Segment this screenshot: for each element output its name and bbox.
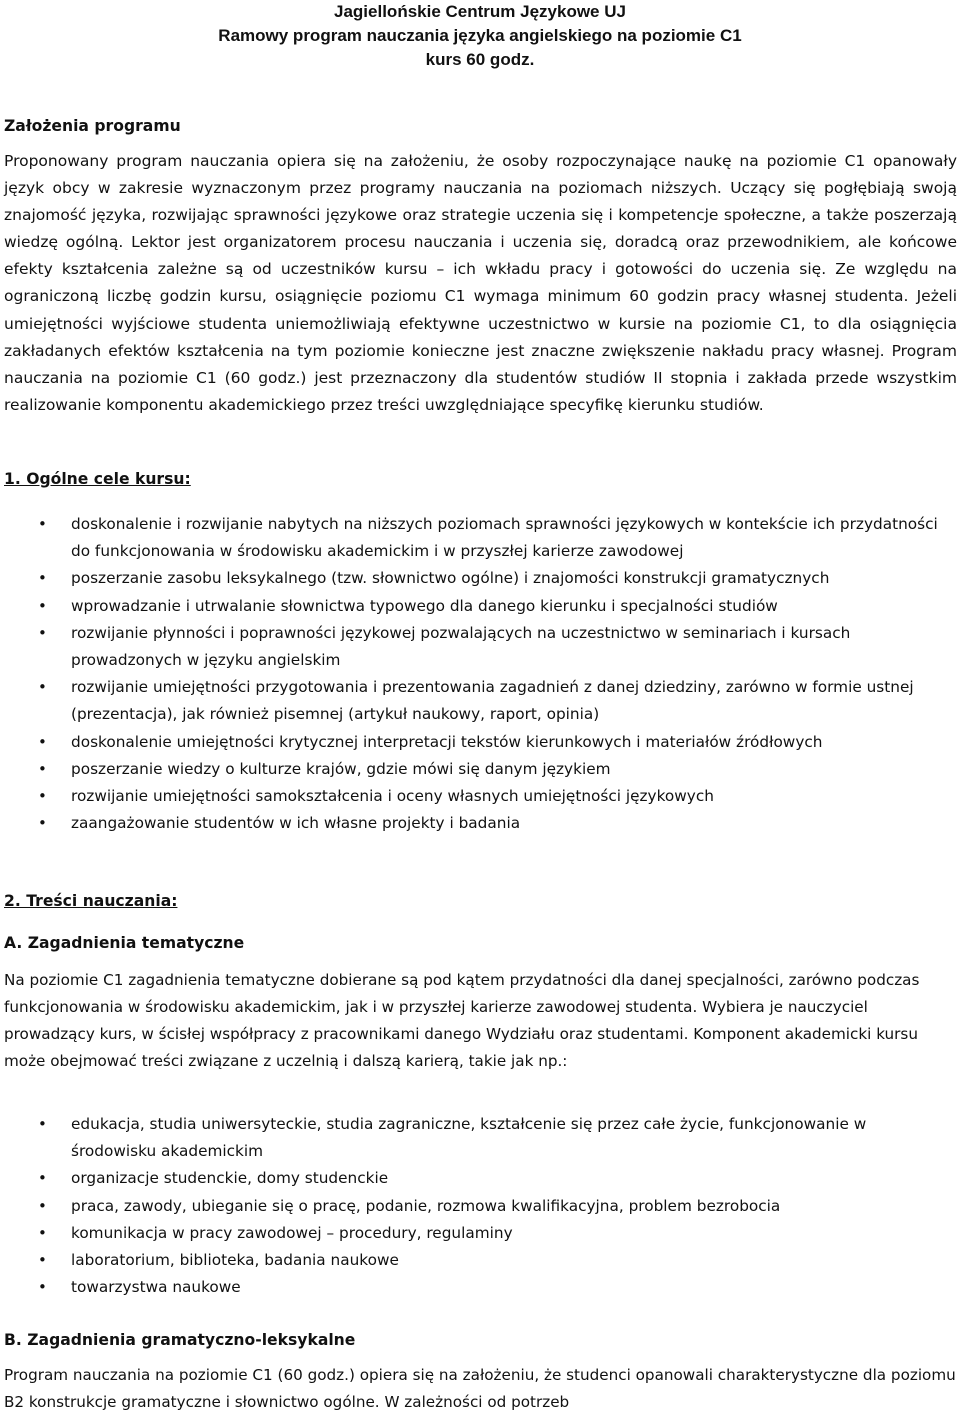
list-item-text: laboratorium, biblioteka, badania naukowe: [71, 1251, 399, 1270]
bullet-icon: •: [38, 596, 47, 615]
subsection-b-heading: B. Zagadnienia gramatyczno-leksykalne: [4, 1331, 356, 1349]
list-item: [0, 620, 960, 674]
bullet-icon: •: [38, 1196, 47, 1215]
bullet-icon: •: [38, 1223, 47, 1242]
bullet-icon: •: [38, 569, 47, 588]
list-item-text: doskonalenie i rozwijanie nabytych na niższych poziomach sprawności językowych w kontekście ich przydatności do funkcjonowania w środowisku akademickim i w przyszłej karierze zawodowej: [71, 515, 938, 561]
list-item-text: doskonalenie umiejętności krytycznej interpretacji tekstów kierunkowych i materiałów źródłowych: [71, 732, 823, 751]
document-header: [0, 0, 960, 72]
list-item: [0, 511, 960, 565]
bullet-icon: •: [38, 678, 47, 697]
course-goals-list: [0, 511, 960, 837]
list-item: [0, 783, 960, 810]
institution-name: Jagiellońskie Centrum Językowe UJ: [334, 2, 626, 21]
bullet-icon: •: [38, 787, 47, 806]
bullet-icon: •: [38, 1251, 47, 1270]
list-item: [0, 1193, 960, 1220]
bullet-icon: •: [38, 623, 47, 642]
list-item-text: organizacje studenckie, domy studenckie: [71, 1169, 389, 1188]
bullet-icon: •: [38, 1278, 47, 1297]
bullet-icon: •: [38, 814, 47, 833]
list-item-text: poszerzanie zasobu leksykalnego (tzw. słownictwo ogólne) i znajomości konstrukcji gramatycznych: [71, 569, 830, 588]
bullet-icon: •: [38, 1169, 47, 1188]
list-item-text: zaangażowanie studentów w ich własne projekty i badania: [71, 814, 521, 833]
list-item: [0, 1247, 960, 1274]
subsection-b-paragraph: Program nauczania na poziomie C1 (60 godz.) opiera się na założeniu, że studenci opanowali charakterystyczne dla poziomu B2 konstrukcje gramatyczne i słownictwo ogólne. W zależności od potrzeb: [4, 1366, 956, 1412]
list-item-text: edukacja, studia uniwersyteckie, studia zagraniczne, kształcenie się przez całe życie, funkcjonowanie w środowisku akademickim: [71, 1115, 867, 1161]
list-item-text: towarzystwa naukowe: [71, 1278, 241, 1297]
list-item-text: poszerzanie wiedzy o kulturze krajów, gdzie mówi się danym językiem: [71, 759, 611, 778]
list-item-text: rozwijanie płynności i poprawności językowej pozwalających na uczestnictwo w seminariach i kursach prowadzonych w języku angielskim: [71, 623, 851, 670]
section-1-heading: 1. Ogólne cele kursu:: [4, 470, 191, 488]
bullet-icon: •: [38, 732, 47, 751]
list-item: [0, 1165, 960, 1192]
bullet-icon: •: [38, 1115, 47, 1133]
list-item: [0, 674, 960, 728]
list-item: [0, 1111, 960, 1165]
list-item: [0, 729, 960, 756]
bullet-icon: •: [38, 759, 47, 778]
list-item: [0, 593, 960, 620]
topics-list: [0, 1111, 960, 1301]
list-item-text: rozwijanie umiejętności przygotowania i prezentowania zagadnień z danej dziedziny, zarówno w formie ustnej (prezentacja), jak również pisemnej (artykuł naukowy, raport, opinia): [71, 678, 914, 724]
list-item-text: rozwijanie umiejętności samokształcenia i oceny własnych umiejętności językowych: [71, 787, 714, 806]
course-length: kurs 60 godz.: [425, 50, 535, 69]
subsection-a-heading: A. Zagadnienia tematyczne: [4, 934, 245, 952]
assumptions-paragraph: Proponowany program nauczania opiera się na założeniu, że osoby rozpoczynające naukę na poziomie C1 opanowały język obcy w zakresie wyznaczonym przez programy nauczania na poziomach niższych. Uczący się pogłębiają swoją znajomość języka, rozwijając sprawności językowe oraz strategie uczenia się i kompetencje społeczne, a także poszerzają wiedzę ogólną. Lektor jest organizatorem procesu nauczania i uczenia się, doradcą oraz przewodnikiem, ale końcowe efekty kształcenia zależne są od uczestników kursu – ich wkładu pracy i gotowości do uczenia się. Ze względu na ograniczoną liczbę godzin kursu, osiągnięcie poziomu C1 wymaga minimum 60 godzin pracy własnej studenta. Jeżeli umiejętności wyjściowe studenta uniemożliwiają efektywne uczestnictwo w kursie na poziomie C1, to dla osiągnięcia zakładanych efektów kształcenia na tym poziomie konieczne jest znaczne zwiększenie nakładu pracy własnej. Program nauczania na poziomie C1 (60 godz.) jest przeznaczony dla studentów studiów II stopnia i zakłada przede wszystkim realizowanie komponentu akademickiego przez treści uwzględniające specyfikę kierunku studiów.: [4, 152, 957, 414]
list-item-text: wprowadzanie i utrwalanie słownictwa typowego dla danego kierunku i specjalności studiów: [71, 596, 778, 615]
list-item: [0, 756, 960, 783]
program-title: Ramowy program nauczania języka angielskiego na poziomie C1: [218, 26, 742, 45]
section-2-heading: 2. Treści nauczania:: [4, 892, 178, 910]
list-item: [0, 1274, 960, 1301]
assumptions-heading: Założenia programu: [4, 117, 181, 135]
list-item-text: komunikacja w pracy zawodowej – procedury, regulaminy: [71, 1223, 513, 1242]
bullet-icon: •: [38, 515, 47, 533]
list-item: [0, 810, 960, 837]
list-item: [0, 565, 960, 592]
subsection-a-paragraph: Na poziomie C1 zagadnienia tematyczne dobierane są pod kątem przydatności dla danej specjalności, zarówno podczas funkcjonowania w środowisku akademickim, jak i w przyszłej karierze zawodowej studenta. Wybiera je nauczyciel prowadzący kurs, w ścisłej współpracy z pracownikami danego Wydziału oraz studentami. Komponent akademicki kursu może obejmować treści związane z uczelnią i dalszą karierą, takie jak np.:: [4, 971, 920, 1071]
list-item: [0, 1220, 960, 1247]
list-item-text: praca, zawody, ubieganie się o pracę, podanie, rozmowa kwalifikacyjna, problem bezrobocia: [71, 1196, 781, 1215]
